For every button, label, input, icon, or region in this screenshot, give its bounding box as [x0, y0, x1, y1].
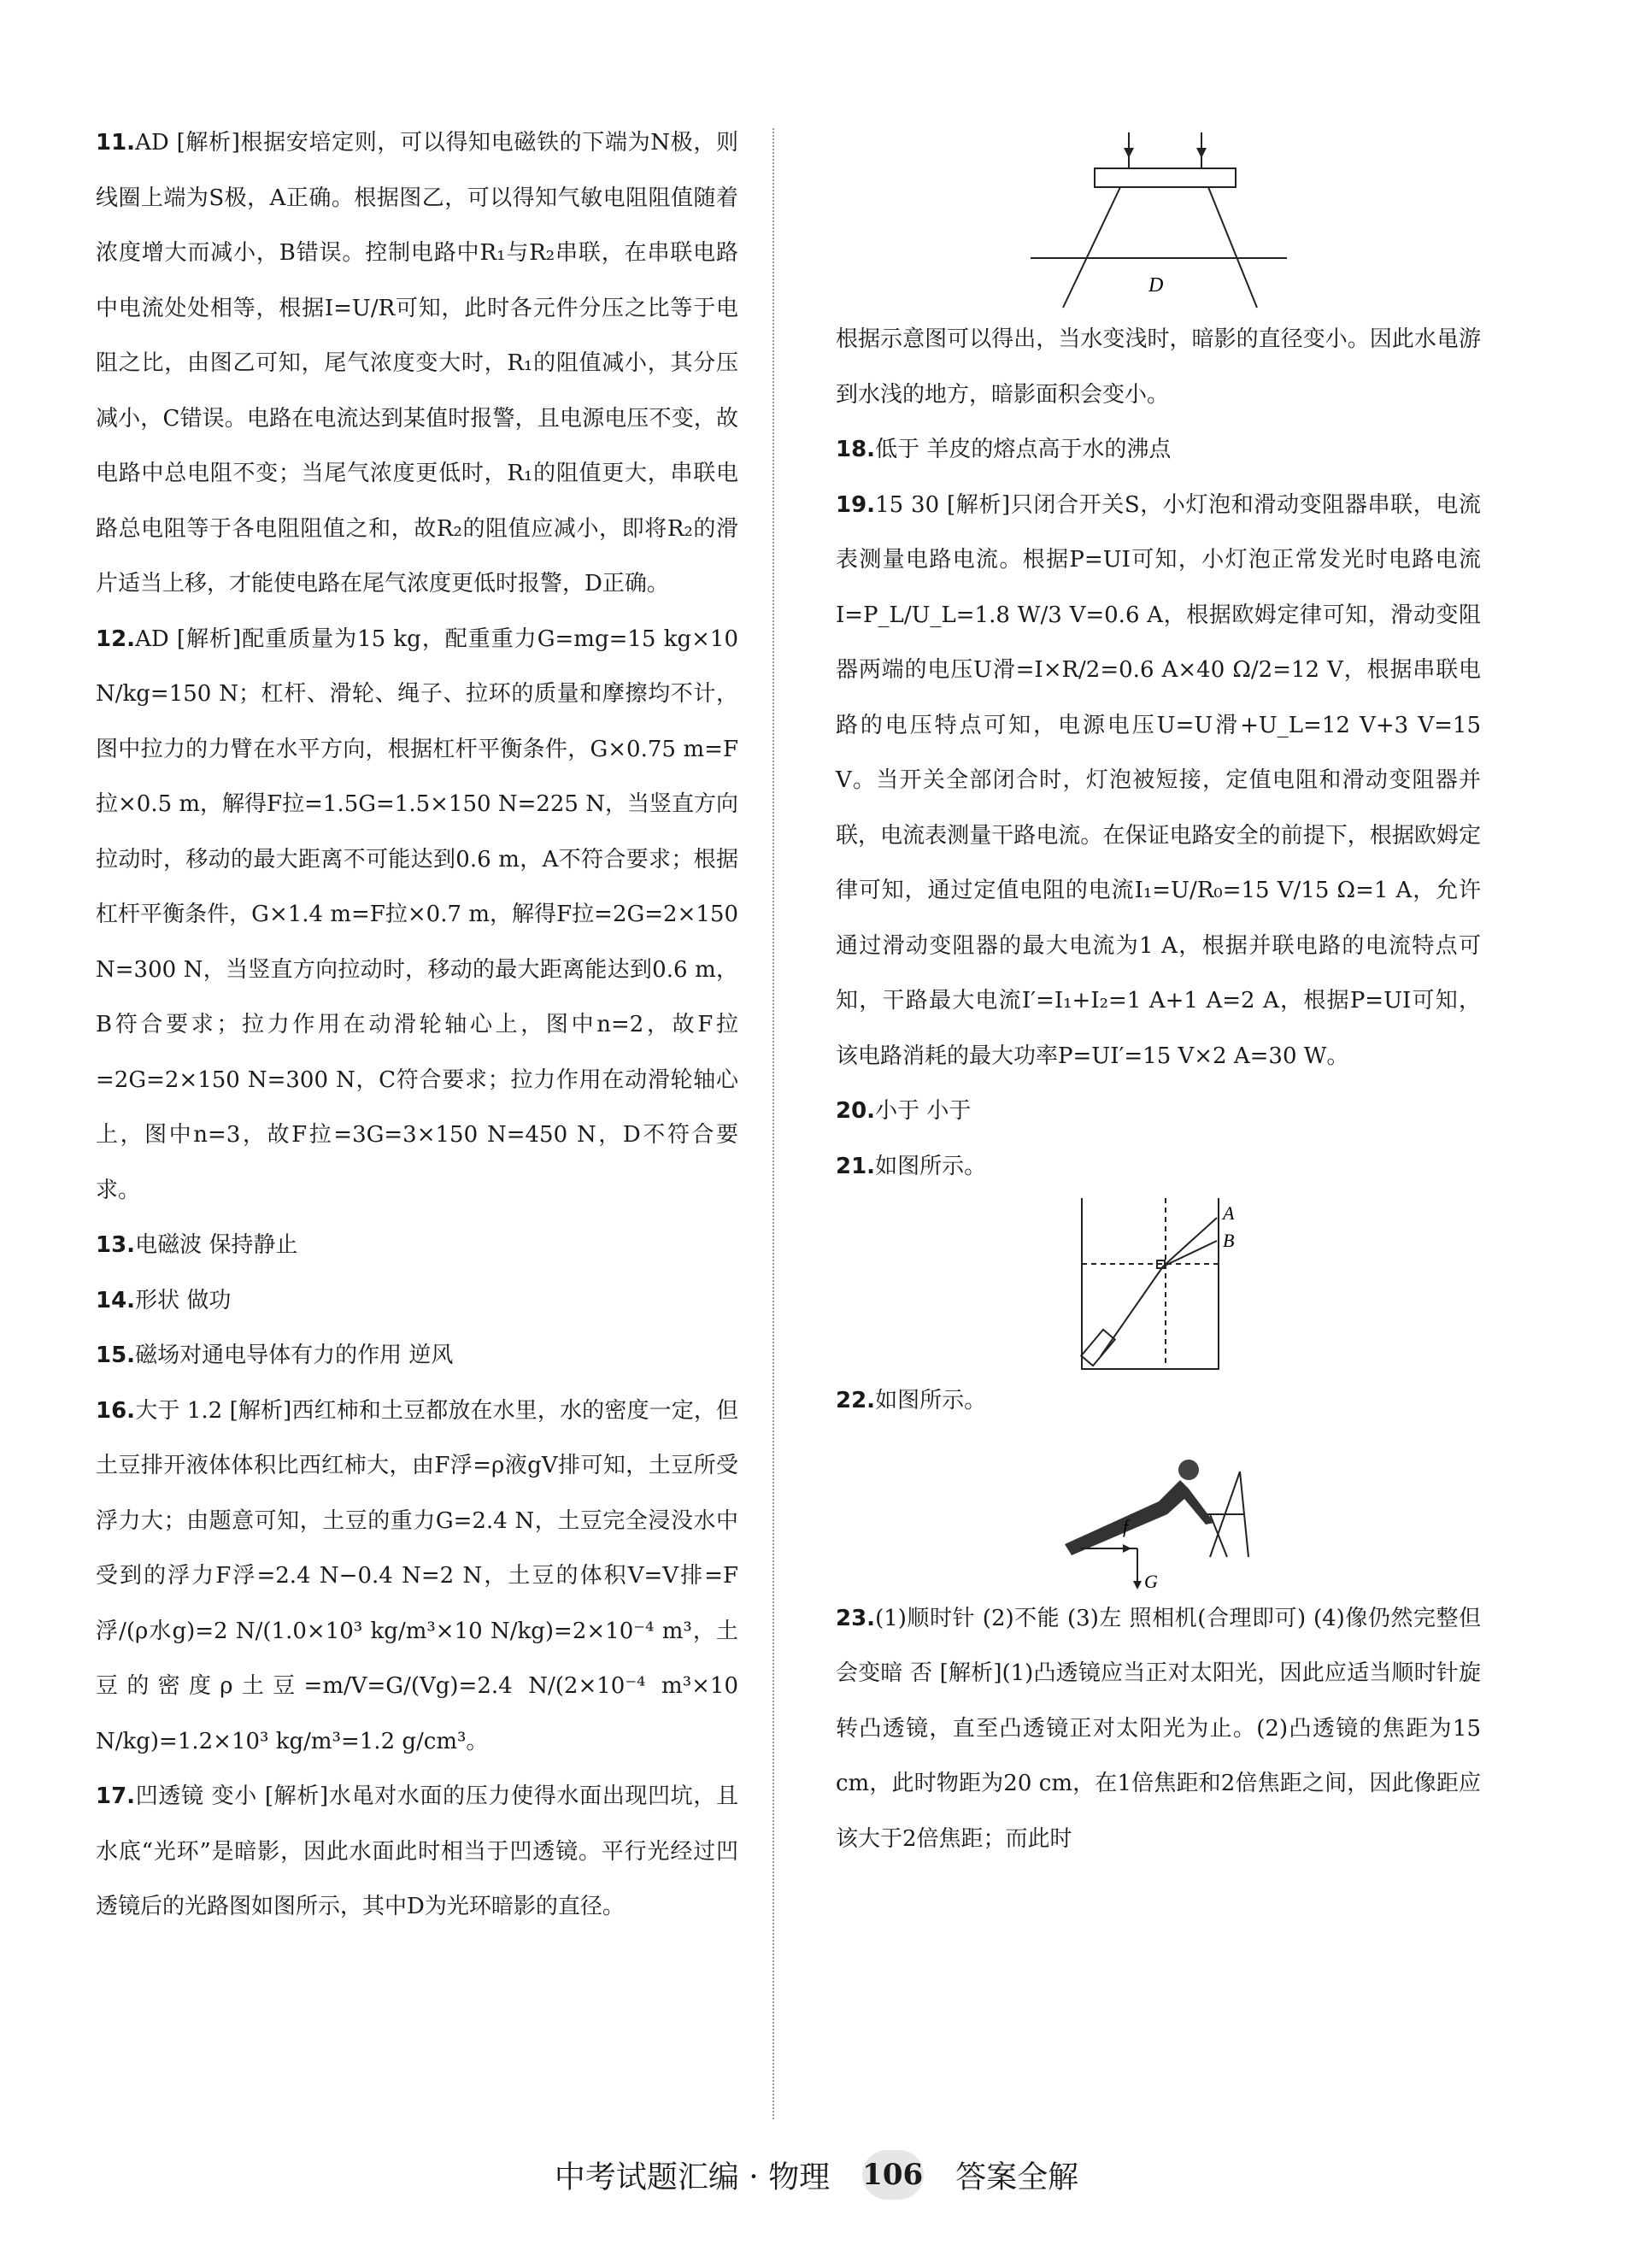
- answer-text: 低于 羊皮的熔点高于水的沸点: [875, 437, 1172, 462]
- label-f: f: [1122, 1515, 1128, 1537]
- question-number: 13.: [96, 1232, 136, 1258]
- answer-text: 小于 小于: [875, 1098, 972, 1124]
- question-number: 22.: [836, 1388, 876, 1413]
- answer-17: [96, 1769, 738, 1935]
- page-number: 106: [862, 2150, 924, 2200]
- footer-section-title: 答案全解: [955, 2159, 1079, 2195]
- answer-20: [836, 1084, 1481, 1139]
- answer-21: [836, 1139, 1481, 1195]
- right-column: [836, 115, 1481, 1866]
- answer-11: [96, 115, 738, 612]
- column-divider: [772, 128, 774, 2119]
- question-number: 21.: [836, 1153, 876, 1179]
- question-number: 15.: [96, 1343, 136, 1368]
- pushup-force-diagram: [1031, 1429, 1287, 1591]
- question-number: 11.: [96, 130, 136, 156]
- label-a: A: [1222, 1202, 1234, 1224]
- answer-13: [96, 1218, 738, 1273]
- answer-text: 形状 做功: [135, 1287, 232, 1313]
- question-number: 17.: [96, 1783, 136, 1809]
- answer-text: AD [解析]根据安培定则，可以得知电磁铁的下端为N极，则线圈上端为S极，A正确。根据图乙，可以得知气敏电阻阻值随着浓度增大而减小，B错误。控制电路中R₁与R₂串联，在串联电路中电流处处相等，根据I=U/R可知，此时各元件分压之比等于电阻之比，由图乙可知，尾气浓度变大时，R₁的阻值减小，其分压减小，C错误。电路在电流达到某值时报警，且电源电压不变，故电路中总电阻不变；当尾气浓度更低时，R₁的阻值更大，串联电路总电阻等于各电阻阻值之和，故R₂的阻值应减小，即将R₂的滑片适当上移，才能使电路在尾气浓度更低时报警，D正确。: [96, 130, 738, 596]
- head-icon: [1178, 1460, 1199, 1480]
- label-d: D: [1148, 274, 1163, 297]
- answer-16: [96, 1384, 738, 1770]
- answer-text: 电磁波 保持静止: [135, 1232, 298, 1258]
- answer-text: 如图所示。: [875, 1153, 987, 1179]
- answer-text: 大于 1.2 [解析]西红柿和土豆都放在水里，水的密度一定，但土豆排开液体体积比西红柿大，由F浮=ρ液gV排可知，土豆所受浮力大；由题意可知，土豆的重力G=2.4 N，土豆完全浸没水中受到的浮力F浮=2.4 N−0.4 N=2 N，土豆的体积V=V排=F浮/(ρ水g)=2 N/(1.0×10³ kg/m³×10 N/kg)=2×10⁻⁴ m³，土豆的密度ρ土豆=m/V=G/(Vg)=2.4 N/(2×10⁻⁴ m³×10 N/kg)=1.2×10³ kg/m³=1.2 g/cm³。: [96, 1397, 738, 1754]
- answer-14: [96, 1273, 738, 1329]
- answer-18: [836, 422, 1481, 478]
- answer-text: 磁场对通电导体有力的作用 逆风: [135, 1343, 454, 1368]
- refraction-diagram: [1048, 1194, 1270, 1373]
- arrow-icon: [1124, 148, 1134, 158]
- answer-text: 15 30 [解析]只闭合开关S，小灯泡和滑动变阻器串联，电流表测量电路电流。根据P=UI可知，小灯泡正常发光时电路电流I=P_L/U_L=1.8 W/3 V=0.6 A，根据欧姆定律可知，滑动变阻器两端的电压U滑=I×R/2=0.6 A×40 Ω/2=12 V，根据串联电路的电压特点可知，电源电压U=U滑+U_L=12 V+3 V=15 V。当开关全部闭合时，灯泡被短接，定值电阻和滑动变阻器并联，电流表测量干路电流。在保证电路安全的前提下，根据欧姆定律可知，通过定值电阻的电流I₁=U/R₀=15 V/15 Ω=1 A，允许通过滑动变阻器的最大电流为1 A，根据并联电路的电流特点可知，干路最大电流I′=I₁+I₂=1 A+1 A=2 A，根据P=UI可知，该电路消耗的最大功率P=UI′=15 V×2 A=30 W。: [836, 491, 1481, 1069]
- answer-12: [96, 612, 738, 1219]
- footer-book-title: 中考试题汇编 · 物理: [554, 2159, 831, 2195]
- left-column: [96, 115, 738, 1935]
- concave-lens-diagram: [1031, 115, 1287, 312]
- answer-23: [836, 1591, 1481, 1867]
- answer-text: AD [解析]配重质量为15 kg，配重重力G=mg=15 kg×10 N/kg=150 N；杠杆、滑轮、绳子、拉环的质量和摩擦均不计，图中拉力的力臂在水平方向，根据杠杆平衡条件，G×0.75 m=F拉×0.5 m，解得F拉=1.5G=1.5×150 N=225 N，当竖直方向拉动时，移动的最大距离不可能达到0.6 m，A不符合要求；根据杠杆平衡条件，G×1.4 m=F拉×0.7 m，解得F拉=2G=2×150 N=300 N，当竖直方向拉动时，移动的最大距离能达到0.6 m，B符合要求；拉力作用在动滑轮轴心上，图中n=2，故F拉=2G=2×150 N=300 N，C符合要求；拉力作用在动滑轮轴心上，图中n=3，故F拉=3G=3×150 N=450 N，D不符合要求。: [96, 626, 738, 1203]
- question-number: 16.: [96, 1397, 136, 1424]
- answer-19: [836, 478, 1481, 1084]
- answer-15: [96, 1328, 738, 1384]
- question-number: 14.: [96, 1287, 136, 1313]
- question-number: 19.: [836, 491, 876, 518]
- question-number: 12.: [96, 626, 136, 652]
- label-g: G: [1143, 1570, 1158, 1591]
- question-number: 18.: [836, 437, 876, 462]
- answer-17-continued: 根据示意图可以得出，当水变浅时，暗影的直径变小。因此水黾游到水浅的地方，暗影面积会变小。: [836, 326, 1481, 408]
- page-footer: [0, 2150, 1633, 2210]
- label-b: B: [1222, 1230, 1234, 1251]
- answer-22: [836, 1373, 1481, 1429]
- answer-text: 凹透镜 变小 [解析]水黾对水面的压力使得水面出现凹坑，且水底“光环”是暗影，因此水面此时相当于凹透镜。平行光经过凹透镜后的光路图如图所示，其中D为光环暗影的直径。: [96, 1783, 738, 1919]
- answer-text: 如图所示。: [875, 1388, 987, 1413]
- answer-text: (1)顺时针 (2)不能 (3)左 照相机(合理即可) (4)像仍然完整但会变暗 否 [解析](1)凸透镜应当正对太阳光，因此应适当顺时针旋转凸透镜，直至凸透镜正对太阳光为止。(2)凸透镜的焦距为15 cm，此时物距为20 cm，在1倍焦距和2倍焦距之间，因此像距应该大于2倍焦距；而此时: [836, 1605, 1481, 1852]
- arrow-icon: [1196, 148, 1207, 158]
- question-number: 23.: [836, 1605, 876, 1631]
- question-number: 20.: [836, 1098, 876, 1124]
